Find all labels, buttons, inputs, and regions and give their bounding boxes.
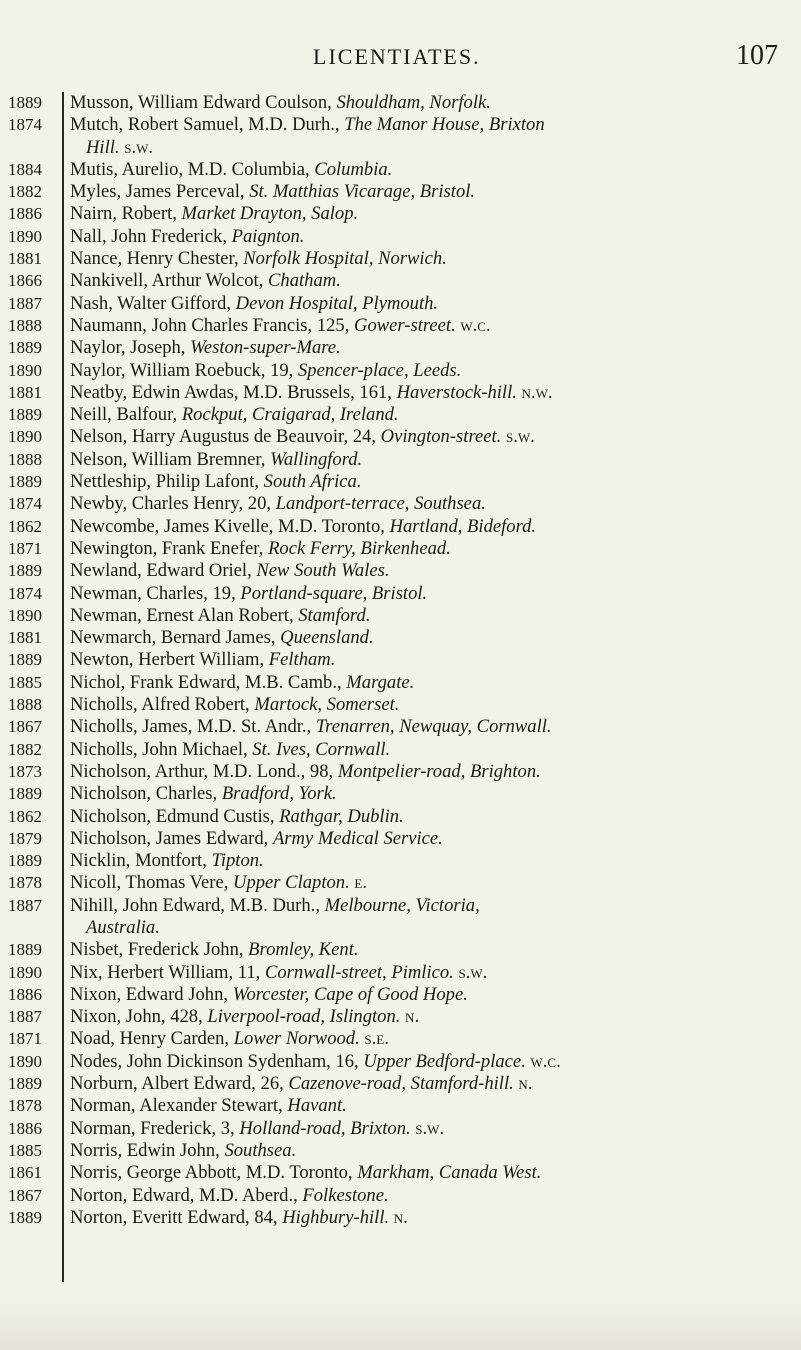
entry-name: Nance, Henry Chester,	[70, 248, 244, 270]
list-item	[0, 560, 801, 582]
entry-text	[70, 962, 792, 984]
entry-text	[70, 1095, 792, 1117]
entry-address: Norfolk Hospital, Norwich.	[243, 248, 447, 270]
entry-name: Naumann, John Charles Francis, 125,	[70, 314, 355, 336]
entry-text	[70, 293, 792, 315]
entry-year: 1890	[8, 1051, 42, 1071]
list-item	[0, 226, 801, 248]
entry-name: Nixon, Edward John,	[70, 983, 233, 1005]
list-item	[0, 538, 801, 560]
entry-text	[70, 649, 792, 671]
entry-address: Devon Hospital, Plymouth.	[235, 292, 439, 314]
entry-address: Rock Ferry, Birkenhead.	[268, 537, 451, 559]
entry-text	[70, 1185, 792, 1207]
entry-year: 1873	[8, 761, 42, 781]
entry-text	[70, 248, 792, 270]
list-item	[0, 382, 801, 404]
entry-year: 1889	[8, 561, 42, 581]
list-item	[0, 962, 801, 984]
entry-name: Neatby, Edwin Awdas, M.D. Brussels, 161,	[70, 381, 397, 403]
entry-address: Upper Bedford-place.	[363, 1050, 526, 1072]
entry-text	[70, 159, 792, 181]
entry-year: 1888	[8, 449, 42, 469]
entry-address: Shouldham, Norfolk.	[336, 92, 491, 113]
entry-text	[70, 1073, 792, 1095]
entry-year: 1862	[8, 516, 42, 536]
entry-text	[70, 716, 792, 738]
entry-text	[70, 538, 792, 560]
entry-name: Newmarch, Bernard James,	[70, 627, 281, 649]
entry-year: 1874	[8, 115, 42, 135]
entry-address: Landport-terrace, Southsea.	[275, 493, 486, 515]
entry-year: 1861	[8, 1163, 42, 1183]
entry-district: w.c.	[525, 1050, 561, 1072]
list-item	[0, 293, 801, 315]
entry-address: Rathgar, Dublin.	[279, 805, 404, 827]
entry-year: 1881	[8, 249, 42, 269]
entry-name: Nettleship, Philip Lafont,	[70, 471, 264, 493]
entry-year: 1881	[8, 628, 42, 648]
entry-address: Lower Norwood.	[233, 1028, 360, 1050]
list-item	[0, 1162, 801, 1184]
entry-text	[70, 895, 792, 940]
list-item	[0, 1095, 801, 1117]
entry-address: Haverstock-hill.	[396, 381, 517, 403]
running-title: LICENTIATES.	[313, 44, 481, 69]
entry-district: w.c.	[455, 314, 491, 336]
entry-address: Feltham.	[268, 649, 336, 671]
entry-name: Noad, Henry Carden,	[70, 1028, 234, 1050]
list-item	[0, 739, 801, 761]
entry-year: 1886	[8, 1118, 42, 1138]
entry-year: 1889	[8, 784, 42, 804]
entry-address: Wallingford.	[270, 448, 363, 470]
list-item	[0, 850, 801, 872]
entry-name: Nihill, John Edward, M.B. Durh.,	[70, 894, 325, 916]
entry-year: 1888	[8, 695, 42, 715]
list-item	[0, 1006, 801, 1028]
entry-text	[70, 181, 792, 203]
entry-address: Havant.	[287, 1095, 347, 1117]
entry-address: Montpelier-road, Brighton.	[337, 760, 541, 782]
entry-address: St. Matthias Vicarage, Bristol.	[249, 181, 476, 203]
entry-text	[70, 226, 792, 248]
entry-text	[70, 471, 792, 493]
entry-year: 1882	[8, 739, 42, 759]
entry-text	[70, 1162, 792, 1184]
list-item	[0, 181, 801, 203]
entry-year: 1879	[8, 828, 42, 848]
list-item	[0, 270, 801, 292]
entry-name: Nicholls, James, M.D. St. Andr.,	[70, 716, 316, 738]
entry-district: e.	[349, 872, 367, 894]
entry-address: Upper Clapton.	[233, 872, 350, 894]
entry-address-continued: Australia.	[86, 916, 160, 938]
entry-name: Musson, William Edward Coulson,	[70, 92, 337, 113]
entry-address: Trenarren, Newquay, Cornwall.	[315, 716, 552, 738]
entry-name: Nichol, Frank Edward, M.B. Camb.,	[70, 671, 347, 693]
entry-address: Hartland, Bideford.	[389, 515, 537, 537]
entry-name: Newton, Herbert William,	[70, 649, 269, 671]
entry-address: Markham, Canada West.	[357, 1162, 542, 1184]
entry-year: 1889	[8, 93, 42, 112]
page-number: 107	[736, 40, 778, 71]
list-item	[0, 583, 801, 605]
entry-name: Nicoll, Thomas Vere,	[70, 872, 234, 894]
entry-year: 1890	[8, 605, 42, 625]
entry-year: 1886	[8, 984, 42, 1004]
entry-address: Chatham.	[268, 270, 341, 292]
entry-year: 1874	[8, 494, 42, 514]
list-item	[0, 114, 801, 159]
entry-address: St. Ives, Cornwall.	[252, 738, 391, 760]
entry-year: 1889	[8, 1074, 42, 1094]
page-bottom-edge	[0, 1300, 801, 1350]
entry-district: n.	[400, 1006, 420, 1028]
entry-name: Newby, Charles Henry, 20,	[70, 493, 276, 515]
entry-address: Army Medical Service.	[272, 827, 443, 849]
entry-name: Newland, Edward Oriel,	[70, 560, 257, 582]
list-item	[0, 360, 801, 382]
entry-name: Norman, Frederick, 3,	[70, 1117, 240, 1139]
entry-text	[70, 92, 792, 114]
entry-name: Nicholson, Arthur, M.D. Lond., 98,	[70, 760, 338, 782]
entry-name: Nicholson, James Edward,	[70, 827, 273, 849]
list-item	[0, 783, 801, 805]
entry-year: 1889	[8, 472, 42, 492]
list-item	[0, 627, 801, 649]
entry-address: Worcester, Cape of Good Hope.	[232, 983, 468, 1005]
entry-name: Nankivell, Arthur Wolcot,	[70, 270, 269, 292]
entry-address: Ovington-street.	[380, 426, 502, 448]
entry-text	[70, 203, 792, 225]
entry-district: s.w.	[410, 1117, 445, 1139]
entry-text	[70, 337, 792, 359]
entry-name: Nicholls, John Michael,	[70, 738, 253, 760]
entry-text	[70, 516, 792, 538]
entry-name: Newcombe, James Kivelle, M.D. Toronto,	[70, 515, 390, 537]
list-item	[0, 337, 801, 359]
entry-text	[70, 1006, 792, 1028]
entry-year: 1889	[8, 1207, 42, 1227]
entry-district: s.e.	[359, 1028, 389, 1050]
list-item	[0, 984, 801, 1006]
entry-name: Newman, Charles, 19,	[70, 582, 241, 604]
entry-address: Melbourne, Victoria,	[324, 894, 480, 916]
entry-name: Norton, Edward, M.D. Aberd.,	[70, 1184, 303, 1206]
entry-name: Newman, Ernest Alan Robert,	[70, 604, 299, 626]
entry-name: Norris, George Abbott, M.D. Toronto,	[70, 1162, 358, 1184]
entry-address: Southsea.	[224, 1139, 297, 1161]
entry-name: Nicklin, Montfort,	[70, 850, 212, 872]
entry-name: Mutch, Robert Samuel, M.D. Durh.,	[70, 114, 345, 136]
list-item	[0, 895, 801, 940]
entry-address: Paignton.	[231, 225, 305, 247]
entry-text	[70, 672, 792, 694]
entry-address: Stamford.	[298, 604, 371, 626]
entry-year: 1871	[8, 1029, 42, 1049]
entry-name: Naylor, Joseph,	[70, 337, 191, 359]
list-item	[0, 649, 801, 671]
entry-address: Highbury-hill.	[282, 1206, 390, 1228]
list-item	[0, 203, 801, 225]
entry-text	[70, 1028, 792, 1050]
entry-address: Rockput, Craigarad, Ireland.	[181, 404, 399, 426]
list-item	[0, 1051, 801, 1073]
entry-year: 1889	[8, 338, 42, 358]
entry-address: Cazenove-road, Stamford-hill.	[288, 1073, 514, 1095]
entry-name: Nixon, John, 428,	[70, 1006, 208, 1028]
list-item	[0, 1073, 801, 1095]
list-item	[0, 248, 801, 270]
entry-name: Nodes, John Dickinson Sydenham, 16,	[70, 1050, 364, 1072]
entry-text	[70, 1118, 792, 1140]
entry-text	[70, 694, 792, 716]
entry-text	[70, 404, 792, 426]
entry-text	[70, 939, 792, 961]
entry-year: 1889	[8, 940, 42, 960]
entry-district: s.w.	[119, 136, 154, 158]
list-item	[0, 315, 801, 337]
entry-year: 1890	[8, 962, 42, 982]
entry-text	[70, 850, 792, 872]
entry-name: Neill, Balfour,	[70, 404, 182, 426]
entry-name: Nelson, Harry Augustus de Beauvoir, 24,	[70, 426, 381, 448]
entry-address-continued: Hill.	[86, 136, 120, 158]
entry-name: Nelson, William Bremner,	[70, 448, 271, 470]
entry-text	[70, 560, 792, 582]
entry-year: 1889	[8, 405, 42, 425]
entry-name: Myles, James Perceval,	[70, 181, 250, 203]
entry-address: Cornwall-street, Pimlico.	[264, 961, 454, 983]
list-item	[0, 761, 801, 783]
entry-text	[70, 872, 792, 894]
entry-address: Columbia.	[314, 158, 393, 180]
entry-year: 1887	[8, 1007, 42, 1027]
list-item	[0, 672, 801, 694]
list-item	[0, 694, 801, 716]
list-item	[0, 605, 801, 627]
entry-name: Naylor, William Roebuck, 19,	[70, 359, 298, 381]
list-item	[0, 716, 801, 738]
entry-address: Bradford, York.	[221, 783, 337, 805]
entry-address: Tipton.	[211, 850, 264, 872]
list-item	[0, 426, 801, 448]
entry-address: Gower-street.	[354, 314, 456, 336]
entry-year: 1890	[8, 427, 42, 447]
entry-district: s.w.	[453, 961, 488, 983]
entry-year: 1888	[8, 315, 42, 335]
entry-year: 1887	[8, 293, 42, 313]
entry-year: 1862	[8, 806, 42, 826]
entry-year: 1874	[8, 583, 42, 603]
entry-text	[70, 493, 792, 515]
entry-year: 1885	[8, 1140, 42, 1160]
entry-name: Nicholson, Edmund Custis,	[70, 805, 280, 827]
entry-name: Newington, Frank Enefer,	[70, 537, 269, 559]
entry-name: Mutis, Aurelio, M.D. Columbia,	[70, 158, 315, 180]
page-header	[0, 40, 801, 80]
entry-address: Holland-road, Brixton.	[239, 1117, 411, 1139]
list-item	[0, 1207, 801, 1229]
entry-text	[70, 315, 792, 337]
entry-year: 1867	[8, 1185, 42, 1205]
list-item	[0, 449, 801, 471]
entry-text	[70, 806, 792, 828]
entry-name: Nall, John Frederick,	[70, 225, 232, 247]
list-item	[0, 404, 801, 426]
entry-address: Weston-super-Mare.	[190, 337, 341, 359]
entry-district: n.w.	[516, 381, 553, 403]
entry-text	[70, 360, 792, 382]
entry-text	[70, 1207, 792, 1229]
entry-address: Martock, Somerset.	[254, 694, 400, 716]
entry-name: Norton, Everitt Edward, 84,	[70, 1206, 283, 1228]
entry-year: 1878	[8, 873, 42, 893]
entry-address: New South Wales.	[256, 560, 390, 582]
entry-address: Liverpool-road, Islington.	[207, 1006, 401, 1028]
list-item	[0, 92, 801, 114]
entry-text	[70, 114, 792, 159]
entry-district: n.	[513, 1073, 533, 1095]
entry-name: Nairn, Robert,	[70, 203, 182, 225]
entry-address: Portland-square, Bristol.	[240, 582, 428, 604]
list-item	[0, 159, 801, 181]
entry-year: 1881	[8, 382, 42, 402]
entry-address: Spencer-place, Leeds.	[297, 359, 462, 381]
entry-year: 1886	[8, 204, 42, 224]
entry-text	[70, 761, 792, 783]
entry-name: Norris, Edwin John,	[70, 1139, 225, 1161]
list-item	[0, 471, 801, 493]
entry-name: Norman, Alexander Stewart,	[70, 1095, 288, 1117]
list-item	[0, 872, 801, 894]
entry-text	[70, 828, 792, 850]
entry-name: Nash, Walter Gifford,	[70, 292, 236, 314]
list-item	[0, 1118, 801, 1140]
entry-name: Nicholls, Alfred Robert,	[70, 694, 255, 716]
entry-address: Margate.	[346, 671, 415, 693]
list-item	[0, 493, 801, 515]
entry-text	[70, 984, 792, 1006]
entry-year: 1871	[8, 538, 42, 558]
entry-text	[70, 1140, 792, 1162]
entry-text	[70, 382, 792, 404]
entry-year: 1887	[8, 895, 42, 915]
entry-year: 1878	[8, 1096, 42, 1116]
entry-name: Nix, Herbert William, 11,	[70, 961, 265, 983]
entry-text	[70, 1051, 792, 1073]
entry-address: South Africa.	[263, 471, 362, 493]
entry-text	[70, 605, 792, 627]
entry-address: The Manor House, Brixton	[344, 114, 545, 136]
entry-name: Nicholson, Charles,	[70, 783, 222, 805]
entry-year: 1889	[8, 851, 42, 871]
entry-address: Queensland.	[280, 627, 374, 649]
entry-year: 1889	[8, 650, 42, 670]
entry-year: 1885	[8, 672, 42, 692]
entry-address: Folkestone.	[302, 1184, 389, 1206]
entry-name: Norburn, Albert Edward, 26,	[70, 1073, 289, 1095]
entry-text	[70, 270, 792, 292]
entry-district: s.w.	[501, 426, 535, 448]
entry-year: 1867	[8, 717, 42, 737]
entry-text	[70, 583, 792, 605]
entry-year: 1866	[8, 271, 42, 291]
entry-text	[70, 627, 792, 649]
entry-address: Bromley, Kent.	[248, 939, 359, 961]
list-item	[0, 1140, 801, 1162]
entry-year: 1890	[8, 360, 42, 380]
entry-year: 1884	[8, 159, 42, 179]
entry-year: 1890	[8, 226, 42, 246]
list-item	[0, 1185, 801, 1207]
licentiates-list	[0, 92, 801, 1229]
entry-district: n.	[389, 1206, 408, 1228]
entry-text	[70, 739, 792, 761]
list-item	[0, 828, 801, 850]
entry-text	[70, 426, 792, 448]
entry-text	[70, 449, 792, 471]
list-item	[0, 939, 801, 961]
entry-year: 1882	[8, 182, 42, 202]
entry-name: Nisbet, Frederick John,	[70, 939, 249, 961]
list-item	[0, 1028, 801, 1050]
entry-address: Market Drayton, Salop.	[181, 203, 359, 225]
list-item	[0, 806, 801, 828]
list-item	[0, 516, 801, 538]
entry-text	[70, 783, 792, 805]
